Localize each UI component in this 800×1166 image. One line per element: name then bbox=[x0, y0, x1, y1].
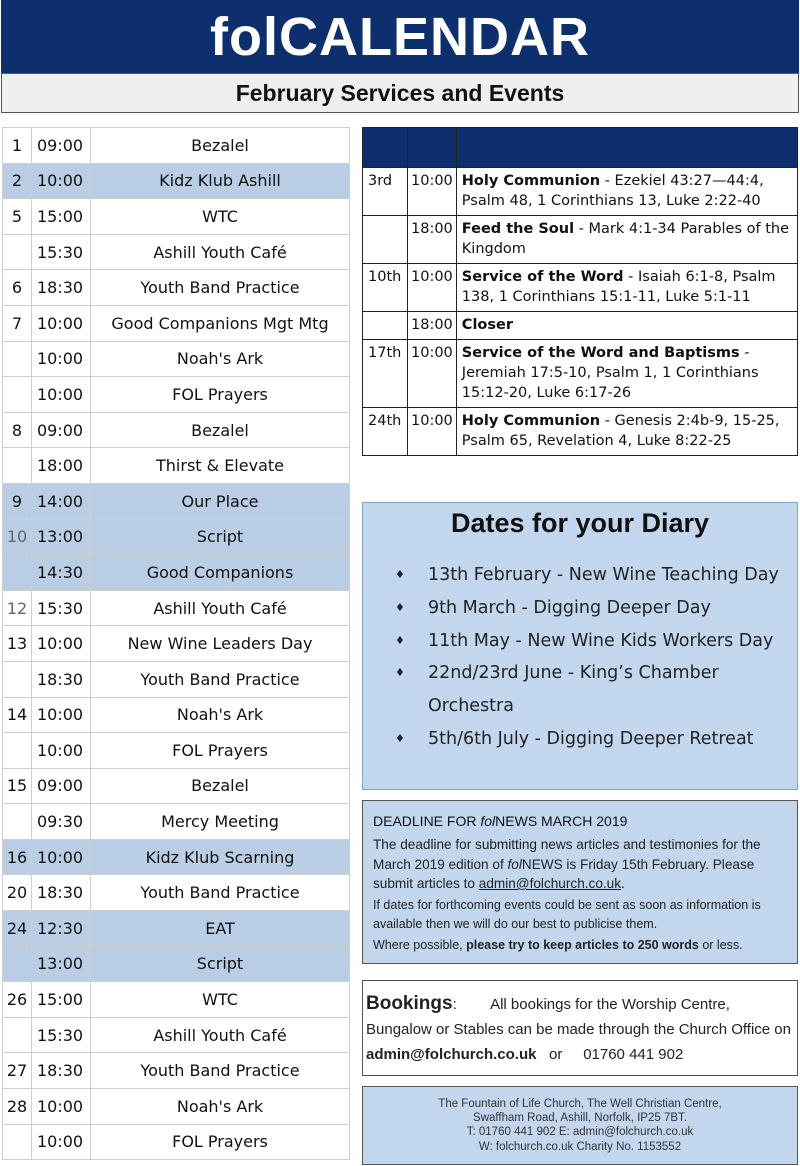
event-time: 09:00 bbox=[32, 412, 91, 448]
event-day bbox=[3, 377, 32, 413]
event-row bbox=[3, 270, 350, 306]
event-day: 24 bbox=[3, 911, 32, 947]
diary-item bbox=[395, 559, 795, 592]
diary-item-text: 11th May - New Wine Kids Workers Day bbox=[428, 630, 774, 651]
diary-item-text: 9th March - Digging Deeper Day bbox=[428, 597, 711, 618]
event-day: 8 bbox=[3, 412, 32, 448]
page-title: folCALENDAR bbox=[210, 6, 590, 67]
event-row bbox=[3, 128, 350, 164]
bookings-or: or bbox=[549, 1046, 563, 1063]
event-time: 12:30 bbox=[32, 911, 91, 947]
event-row bbox=[3, 1089, 350, 1125]
service-row bbox=[363, 408, 798, 456]
event-day: 1 bbox=[3, 128, 32, 164]
service-time: 18:00 bbox=[408, 312, 457, 340]
event-day bbox=[3, 555, 32, 591]
event-name: Youth Band Practice bbox=[91, 661, 350, 697]
diary-list bbox=[395, 559, 795, 756]
event-row bbox=[3, 733, 350, 769]
event-time: 14:00 bbox=[32, 483, 91, 519]
footer-box bbox=[362, 1086, 798, 1165]
event-name: Kidz Klub Scarning bbox=[91, 839, 350, 875]
service-readings: - Ezekiel 43:27—44:4, Psalm 48, 1 Corinthians 13, Luke 2:22-40 bbox=[461, 173, 764, 209]
bookings-label: Bookings bbox=[366, 993, 453, 1014]
diamond-bullet-icon: ♦ bbox=[395, 731, 405, 745]
event-row bbox=[3, 412, 350, 448]
event-time: 10:00 bbox=[32, 377, 91, 413]
event-day: 9 bbox=[3, 483, 32, 519]
event-time: 18:30 bbox=[32, 270, 91, 306]
diamond-bullet-icon: ♦ bbox=[395, 568, 405, 581]
service-row bbox=[363, 216, 798, 264]
services-header-cell bbox=[456, 128, 797, 168]
diary-item-text: 5th/6th July - Digging Deeper Retreat bbox=[428, 728, 754, 749]
event-row bbox=[3, 982, 350, 1018]
event-day: 26 bbox=[3, 982, 32, 1018]
event-time: 14:30 bbox=[32, 555, 91, 591]
footer-line: T: 01760 441 902 E: admin@folchurch.co.uk bbox=[466, 1126, 694, 1139]
service-row bbox=[363, 264, 798, 312]
diary-item bbox=[395, 625, 795, 658]
event-day bbox=[3, 1124, 32, 1160]
event-day bbox=[3, 804, 32, 840]
event-time: 10:00 bbox=[32, 626, 91, 662]
header-banner bbox=[1, 0, 799, 73]
event-row bbox=[3, 483, 350, 519]
event-name: Good Companions Mgt Mtg bbox=[91, 305, 350, 341]
service-row bbox=[363, 312, 798, 340]
event-time: 15:30 bbox=[32, 1017, 91, 1053]
event-day: 13 bbox=[3, 626, 32, 662]
event-day: 28 bbox=[3, 1089, 32, 1125]
service-name: Service of the Word bbox=[461, 269, 624, 285]
service-date bbox=[363, 216, 408, 264]
event-time: 18:30 bbox=[32, 1053, 91, 1089]
event-time: 15:00 bbox=[32, 982, 91, 1018]
event-time: 10:00 bbox=[32, 1124, 91, 1160]
service-name: Holy Communion bbox=[461, 173, 601, 189]
service-time: 10:00 bbox=[408, 340, 457, 408]
event-time: 15:30 bbox=[32, 590, 91, 626]
services-header-row bbox=[363, 128, 798, 168]
service-date bbox=[363, 312, 408, 340]
event-time: 10:00 bbox=[32, 163, 91, 199]
deadline-text: The deadline for submitting news articles and testimonies for the March 2019 edition of bbox=[373, 837, 761, 872]
deadline-paragraph bbox=[373, 835, 789, 894]
diary-item bbox=[395, 592, 795, 625]
service-name: Holy Communion bbox=[461, 413, 601, 429]
event-name: New Wine Leaders Day bbox=[91, 626, 350, 662]
event-time: 09:00 bbox=[32, 128, 91, 164]
event-day: 27 bbox=[3, 1053, 32, 1089]
event-row bbox=[3, 555, 350, 591]
event-row bbox=[3, 626, 350, 662]
service-name: Feed the Soul bbox=[461, 221, 575, 237]
subheader-banner bbox=[1, 73, 799, 113]
event-day: 20 bbox=[3, 875, 32, 911]
service-readings: - Mark 4:1-34 Parables of the Kingdom bbox=[461, 221, 790, 257]
deadline-text-em: fol bbox=[507, 856, 522, 872]
event-name: WTC bbox=[91, 199, 350, 235]
service-row bbox=[363, 340, 798, 408]
services-table bbox=[362, 127, 798, 456]
bookings-colon: : bbox=[452, 996, 457, 1013]
event-day: 7 bbox=[3, 305, 32, 341]
event-row bbox=[3, 1017, 350, 1053]
event-name: Script bbox=[91, 946, 350, 982]
events-table bbox=[2, 127, 350, 1160]
event-name: Script bbox=[91, 519, 350, 555]
event-time: 10:00 bbox=[32, 341, 91, 377]
event-row bbox=[3, 199, 350, 235]
event-day: 5 bbox=[3, 199, 32, 235]
deadline-text: . bbox=[621, 876, 625, 891]
service-date: 24th bbox=[363, 408, 408, 456]
footer-line: The Fountain of Life Church, The Well Christian Centre, bbox=[438, 1098, 722, 1110]
event-time: 15:00 bbox=[32, 199, 91, 235]
service-readings: - Genesis 2:4b-9, 15-25, Psalm 65, Revelation 4, Luke 8:22-25 bbox=[461, 413, 780, 449]
event-time: 15:30 bbox=[32, 234, 91, 270]
event-day bbox=[3, 733, 32, 769]
event-time: 18:00 bbox=[32, 448, 91, 484]
event-day bbox=[3, 341, 32, 377]
bookings-phone: 01760 441 902 bbox=[583, 1046, 684, 1063]
event-day: 2 bbox=[3, 163, 32, 199]
deadline-title-post: NEWS MARCH 2019 bbox=[495, 813, 628, 829]
event-day: 14 bbox=[3, 697, 32, 733]
service-date: 3rd bbox=[363, 168, 408, 216]
event-name: Ashill Youth Café bbox=[91, 234, 350, 270]
event-name: Bezalel bbox=[91, 412, 350, 448]
event-row bbox=[3, 697, 350, 733]
event-row bbox=[3, 804, 350, 840]
event-row bbox=[3, 234, 350, 270]
diary-title: Dates for your Diary bbox=[450, 508, 710, 538]
diary-item-text: 22nd/23rd June - King’s Chamber Orchestra bbox=[428, 663, 719, 717]
event-name: Youth Band Practice bbox=[91, 270, 350, 306]
deadline-text-bold: please try to keep articles to 250 words bbox=[466, 937, 699, 952]
diamond-bullet-icon: ♦ bbox=[395, 666, 405, 680]
event-name: WTC bbox=[91, 982, 350, 1018]
event-time: 10:00 bbox=[32, 839, 91, 875]
event-day bbox=[3, 234, 32, 270]
event-row bbox=[3, 341, 350, 377]
event-name: Ashill Youth Café bbox=[91, 1017, 350, 1053]
diary-item bbox=[395, 657, 795, 723]
event-name: FOL Prayers bbox=[91, 733, 350, 769]
event-name: Youth Band Practice bbox=[91, 875, 350, 911]
event-time: 10:00 bbox=[32, 305, 91, 341]
diary-item-text: 13th February - New Wine Teaching Day bbox=[428, 565, 779, 585]
service-time: 10:00 bbox=[408, 168, 457, 216]
event-row bbox=[3, 875, 350, 911]
event-row bbox=[3, 768, 350, 804]
event-row bbox=[3, 839, 350, 875]
deadline-note-words bbox=[373, 936, 789, 955]
event-row bbox=[3, 377, 350, 413]
event-name: Youth Band Practice bbox=[91, 1053, 350, 1089]
event-day: 12 bbox=[3, 590, 32, 626]
bookings-text: All bookings for the Worship Centre, Bungalow or Stables can be made through the Church Office on bbox=[366, 996, 791, 1038]
event-time: 13:00 bbox=[32, 519, 91, 555]
service-detail bbox=[456, 312, 797, 340]
service-time: 18:00 bbox=[408, 216, 457, 264]
service-detail bbox=[456, 216, 797, 264]
event-time: 10:00 bbox=[32, 733, 91, 769]
bookings-email-link[interactable]: admin@folchurch.co.uk bbox=[366, 1046, 537, 1063]
event-name: Bezalel bbox=[91, 768, 350, 804]
event-name: EAT bbox=[91, 911, 350, 947]
event-name: Noah's Ark bbox=[91, 1089, 350, 1125]
event-name: Good Companions bbox=[91, 555, 350, 591]
event-time: 09:30 bbox=[32, 804, 91, 840]
service-name: Closer bbox=[461, 317, 513, 333]
service-time: 10:00 bbox=[408, 264, 457, 312]
event-name: Kidz Klub Ashill bbox=[91, 163, 350, 199]
services-header-cell bbox=[408, 128, 457, 168]
event-row bbox=[3, 946, 350, 982]
event-name: Mercy Meeting bbox=[91, 804, 350, 840]
event-day: 15 bbox=[3, 768, 32, 804]
services-header-cell bbox=[363, 128, 408, 168]
diamond-bullet-icon: ♦ bbox=[395, 600, 405, 614]
service-detail bbox=[456, 264, 797, 312]
service-readings: - Isaiah 6:1-8, Psalm 138, 1 Corinthians 15:1-11, Luke 5:1-11 bbox=[461, 269, 776, 305]
footer-line: Swaffham Road, Ashill, Norfolk, IP25 7BT. bbox=[473, 1112, 687, 1125]
diamond-bullet-icon: ♦ bbox=[395, 633, 405, 647]
service-row bbox=[363, 168, 798, 216]
diary-item bbox=[395, 723, 795, 756]
event-name: Our Place bbox=[91, 483, 350, 519]
footer-line: W: folchurch.co.uk Charity No. 1153552 bbox=[478, 1140, 682, 1153]
event-row bbox=[3, 519, 350, 555]
event-row bbox=[3, 661, 350, 697]
deadline-text: Where possible, bbox=[373, 937, 467, 952]
deadline-title bbox=[373, 813, 789, 829]
event-day bbox=[3, 946, 32, 982]
event-day: 16 bbox=[3, 839, 32, 875]
event-name: Bezalel bbox=[91, 128, 350, 164]
event-name: Ashill Youth Café bbox=[91, 590, 350, 626]
event-name: Noah's Ark bbox=[91, 341, 350, 377]
event-day bbox=[3, 448, 32, 484]
deadline-box bbox=[362, 800, 798, 964]
service-detail bbox=[456, 408, 797, 456]
event-name: FOL Prayers bbox=[91, 1124, 350, 1160]
deadline-text: or less. bbox=[698, 937, 743, 952]
deadline-note: If dates for forthcoming events could be sent as soon as information is available then we will do our best to publicise them. bbox=[373, 897, 761, 931]
event-time: 18:30 bbox=[32, 661, 91, 697]
event-day bbox=[3, 661, 32, 697]
event-time: 18:30 bbox=[32, 875, 91, 911]
event-time: 10:00 bbox=[32, 697, 91, 733]
event-day bbox=[3, 1017, 32, 1053]
service-readings: - Jeremiah 17:5-10, Psalm 1, 1 Corinthians 15:12-20, Luke 6:17-26 bbox=[461, 345, 759, 401]
diary-box bbox=[362, 502, 798, 790]
deadline-text: NEWS is Friday 15th February. Please submit articles to bbox=[373, 856, 755, 891]
deadline-title-pre: DEADLINE FOR bbox=[373, 813, 481, 829]
event-time: 13:00 bbox=[32, 946, 91, 982]
deadline-email-link[interactable]: admin@folchurch.co.uk bbox=[478, 876, 622, 891]
page-subtitle: February Services and Events bbox=[235, 79, 565, 106]
event-row bbox=[3, 1053, 350, 1089]
event-row bbox=[3, 911, 350, 947]
service-date: 17th bbox=[363, 340, 408, 408]
event-name: Noah's Ark bbox=[91, 697, 350, 733]
service-name: Service of the Word and Baptisms bbox=[461, 345, 740, 361]
event-row bbox=[3, 305, 350, 341]
service-detail bbox=[456, 340, 797, 408]
deadline-title-em: fol bbox=[480, 813, 496, 829]
event-name: Thirst & Elevate bbox=[91, 448, 350, 484]
bookings-box bbox=[362, 980, 798, 1076]
service-date: 10th bbox=[363, 264, 408, 312]
event-name: FOL Prayers bbox=[91, 377, 350, 413]
event-day: 6 bbox=[3, 270, 32, 306]
event-row bbox=[3, 448, 350, 484]
event-time: 09:00 bbox=[32, 768, 91, 804]
event-row bbox=[3, 163, 350, 199]
service-detail bbox=[456, 168, 797, 216]
event-row bbox=[3, 590, 350, 626]
event-day: 10 bbox=[3, 519, 32, 555]
event-row bbox=[3, 1124, 350, 1160]
service-time: 10:00 bbox=[408, 408, 457, 456]
event-time: 10:00 bbox=[32, 1089, 91, 1125]
